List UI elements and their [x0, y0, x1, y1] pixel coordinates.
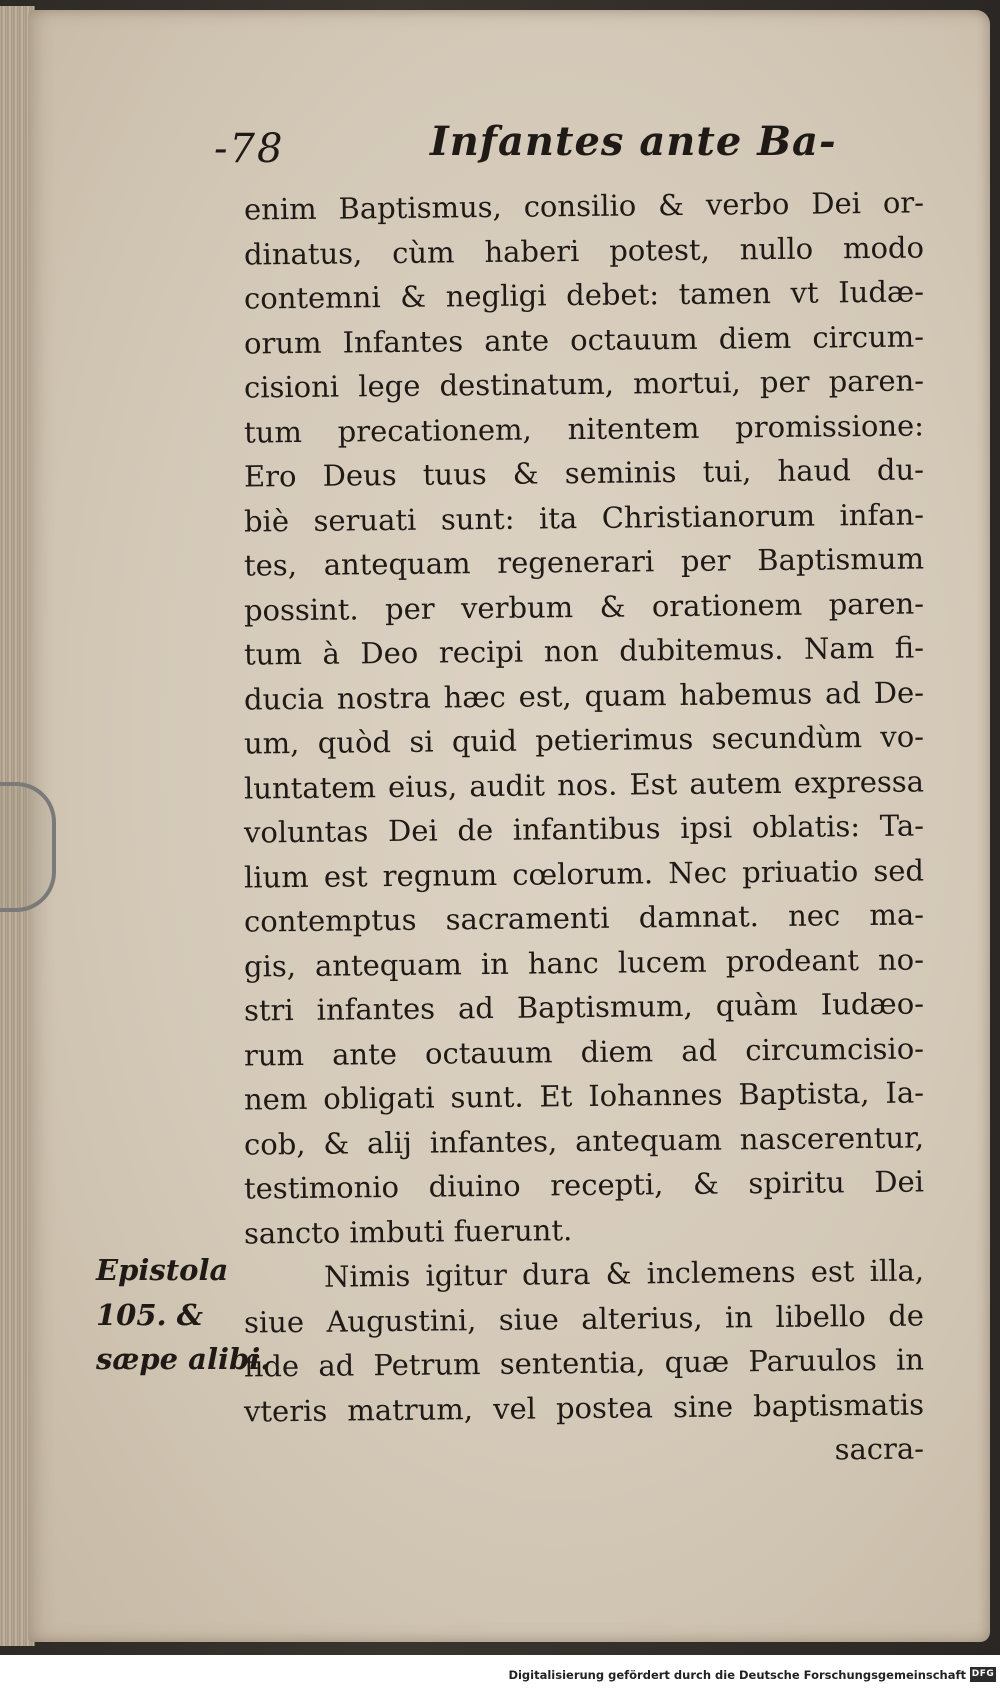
text-line: tum precationem, nitentem promissione: — [243, 407, 925, 450]
marginal-note — [96, 1248, 270, 1382]
text-line: orum Infantes ante octauum diem circum- — [243, 318, 925, 361]
text-line: biè seruati sunt: ita Christianorum infan- — [243, 496, 925, 539]
text-line: tum à Deo recipi non dubitemus. Nam fi- — [243, 630, 925, 672]
text-line: testimonio diuino recepti, & spiritu Dei — [243, 1164, 925, 1206]
text-line: ducia nostra hæc est, quam habemus ad De- — [243, 674, 925, 717]
text-line: Nimis igitur dura & inclemens est illa, — [323, 1253, 925, 1294]
text-line: nem obligati sunt. Et Iohannes Baptista, Ia- — [243, 1075, 925, 1117]
text-line: cisioni lege destinatum, mortui, per paren- — [243, 363, 925, 405]
text-line: siue Augustini, siue alterius, in libello de — [243, 1297, 925, 1340]
text-line: dinatus, cùm haberi potest, nullo modo — [243, 229, 925, 272]
text-line: enim Baptismus, consilio & verbo Dei or- — [243, 185, 925, 227]
text-line: vteris matrum, vel postea sine baptismatis — [243, 1386, 925, 1429]
text-line: gis, antequam in hanc lucem prodeant no- — [243, 941, 925, 984]
text-line: possint. per verbum & orationem paren- — [243, 585, 925, 628]
running-title: Infantes ante Ba- — [430, 118, 837, 165]
text-line: voluntas Dei de infantibus ipsi oblatis: Ta- — [243, 808, 925, 850]
marginal-note-line: sæpe alibi. — [96, 1342, 271, 1376]
text-line: fide ad Petrum sententia, quæ Paruulos in — [243, 1342, 925, 1384]
page-clip — [0, 782, 56, 912]
page-number: -78 — [214, 126, 285, 172]
dfg-logo: DFG — [970, 1667, 996, 1682]
text-line: tes, antequam regenerari per Baptismum — [243, 541, 925, 583]
marginal-note-line: 105. & — [96, 1297, 203, 1332]
marginal-note-line: Epistola — [96, 1253, 229, 1287]
text-line: contemptus sacramenti damnat. nec ma- — [243, 897, 925, 939]
text-line: contemni & negligi debet: tamen vt Iudæ- — [243, 274, 925, 316]
footer-bar — [0, 1664, 1000, 1689]
text-line: cob, & alij infantes, antequam nascerentur, — [243, 1119, 925, 1162]
text-line: um, quòd si quid petierimus secundùm vo- — [243, 719, 925, 761]
catchword: sacra- — [834, 1431, 925, 1467]
text-line: Ero Deus tuus & seminis tui, haud du- — [243, 452, 925, 494]
funding-credit: Digitalisierung gefördert durch die Deutsche Forschungsgemeinschaft — [508, 1668, 966, 1682]
text-line: sancto imbuti fuerunt. — [243, 1212, 573, 1251]
text-line: rum ante octauum diem ad circumcisio- — [243, 1030, 925, 1073]
text-line: lium est regnum cœlorum. Nec priuatio sed — [243, 852, 925, 895]
running-head — [0, 118, 1000, 178]
text-line: stri infantes ad Baptismum, quàm Iudæo- — [243, 986, 925, 1028]
body-text — [244, 184, 924, 1475]
text-line: luntatem eius, audit nos. Est autem expressa — [243, 763, 925, 806]
